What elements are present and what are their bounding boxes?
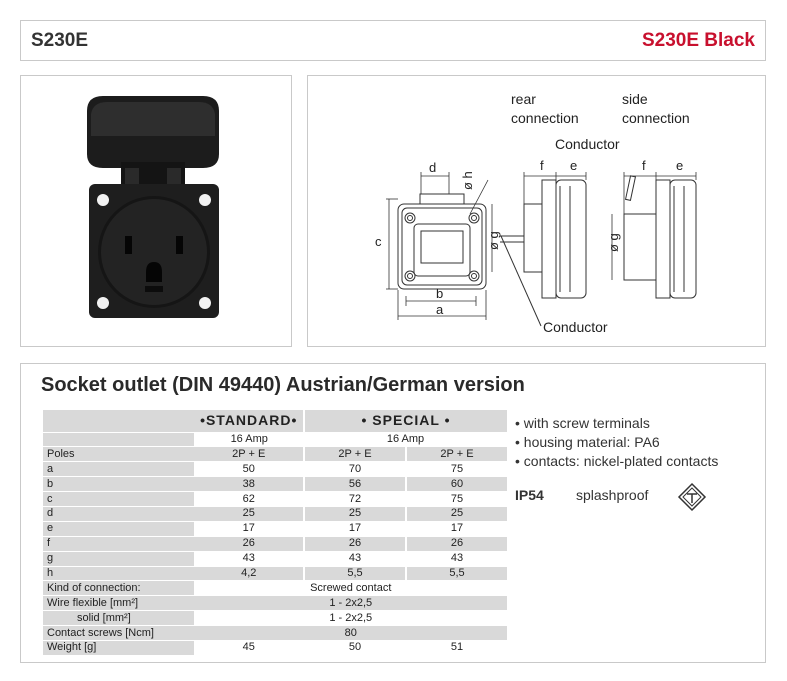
standard-amp: 16 Amp xyxy=(194,432,304,447)
cell: 26 xyxy=(194,536,304,551)
row-label: f xyxy=(43,536,194,551)
product-code: S230E xyxy=(31,30,89,51)
table-row xyxy=(43,447,507,462)
conductor-bottom-label: Conductor xyxy=(543,319,608,335)
cell: 17 xyxy=(194,521,304,536)
technical-drawing-panel xyxy=(307,75,766,347)
side-connection-label-1: side xyxy=(622,91,648,107)
cell: 5,5 xyxy=(304,566,406,581)
row-label: Kind of connection: xyxy=(43,581,194,596)
product-header xyxy=(20,20,766,61)
cell: 50 xyxy=(194,462,304,477)
row-label: solid [mm²] xyxy=(43,611,194,626)
cell: 51 xyxy=(406,640,507,655)
table-row xyxy=(43,536,507,551)
cell: 5,5 xyxy=(406,566,507,581)
product-name: S230E Black xyxy=(641,30,755,51)
cell: 75 xyxy=(406,492,507,507)
cell: 17 xyxy=(304,521,406,536)
cell: 62 xyxy=(194,492,304,507)
spec-table xyxy=(43,410,507,656)
table-row xyxy=(43,581,507,596)
table-row xyxy=(43,492,507,507)
cell: 43 xyxy=(406,551,507,566)
cell: 38 xyxy=(194,477,304,492)
cell: 25 xyxy=(194,506,304,521)
cell: 2P + E xyxy=(304,447,406,462)
specification-panel xyxy=(20,363,766,663)
cell: 2P + E xyxy=(194,447,304,462)
cell: 2P + E xyxy=(406,447,507,462)
cell: 56 xyxy=(304,477,406,492)
table-row xyxy=(43,640,507,655)
cell: 1 - 2x2,5 xyxy=(194,596,507,611)
row-label: c xyxy=(43,492,194,507)
dim-g-rear-label: ø g xyxy=(486,231,501,250)
row-label: h xyxy=(43,566,194,581)
cell: 17 xyxy=(406,521,507,536)
table-row xyxy=(43,521,507,536)
table-row xyxy=(43,551,507,566)
dim-a-label: a xyxy=(436,302,444,317)
dim-d-label: d xyxy=(429,160,437,175)
dim-f-rear-label: f xyxy=(540,158,544,173)
table-row xyxy=(43,462,507,477)
ip-description: splashproof xyxy=(576,487,649,503)
cell: Screwed contact xyxy=(194,581,507,596)
row-label: g xyxy=(43,551,194,566)
cell: 80 xyxy=(194,626,507,641)
cell: 75 xyxy=(406,462,507,477)
dim-e-side-label: e xyxy=(676,158,684,173)
dim-g-side-label: ø g xyxy=(606,233,621,252)
table-row xyxy=(43,626,507,641)
row-label: b xyxy=(43,477,194,492)
cell: 43 xyxy=(194,551,304,566)
conductor-top-label: Conductor xyxy=(555,136,620,152)
rear-connection-label-1: rear xyxy=(511,91,536,107)
cell: 25 xyxy=(406,506,507,521)
feature-list xyxy=(515,414,718,471)
spec-title: Socket outlet (DIN 49440) Austrian/German version xyxy=(41,374,525,396)
row-label: Poles xyxy=(43,447,194,462)
dim-h-label: ø h xyxy=(460,171,475,190)
cell: 4,2 xyxy=(194,566,304,581)
table-row xyxy=(43,477,507,492)
row-label: e xyxy=(43,521,194,536)
table-row xyxy=(43,611,507,626)
list-item: • with screw terminals xyxy=(515,414,718,433)
table-row xyxy=(43,432,507,447)
table-row xyxy=(43,566,507,581)
table-row xyxy=(43,506,507,521)
cell: 50 xyxy=(304,640,406,655)
row-label: Contact screws [Ncm] xyxy=(43,626,194,641)
cell: 70 xyxy=(304,462,406,477)
cell: 45 xyxy=(194,640,304,655)
row-label: Weight [g] xyxy=(43,640,194,655)
table-row xyxy=(43,596,507,611)
cell: 43 xyxy=(304,551,406,566)
cell: 25 xyxy=(304,506,406,521)
ip-rating: IP54 xyxy=(515,487,544,503)
cell: 72 xyxy=(304,492,406,507)
product-photo-panel xyxy=(20,75,292,347)
side-connection-label-2: connection xyxy=(622,110,690,126)
cell: 26 xyxy=(406,536,507,551)
dim-b-label: b xyxy=(436,286,444,301)
row-label: Wire flexible [mm²] xyxy=(43,596,194,611)
dim-f-side-label: f xyxy=(642,158,646,173)
table-header-row xyxy=(43,410,507,432)
splashproof-icon xyxy=(677,482,707,512)
rear-connection-label-2: connection xyxy=(511,110,579,126)
dim-c-label: c xyxy=(375,234,382,249)
special-header: • SPECIAL • xyxy=(304,410,507,432)
special-amp: 16 Amp xyxy=(304,432,507,447)
list-item: • housing material: PA6 xyxy=(515,433,718,452)
row-label: d xyxy=(43,506,194,521)
dimension-drawing xyxy=(308,76,765,346)
row-label: a xyxy=(43,462,194,477)
cell: 60 xyxy=(406,477,507,492)
cell: 1 - 2x2,5 xyxy=(194,611,507,626)
socket-product-image xyxy=(21,76,291,346)
list-item: • contacts: nickel-plated contacts xyxy=(515,452,718,471)
standard-header: •STANDARD• xyxy=(194,410,304,432)
cell: 26 xyxy=(304,536,406,551)
dim-e-rear-label: e xyxy=(570,158,578,173)
